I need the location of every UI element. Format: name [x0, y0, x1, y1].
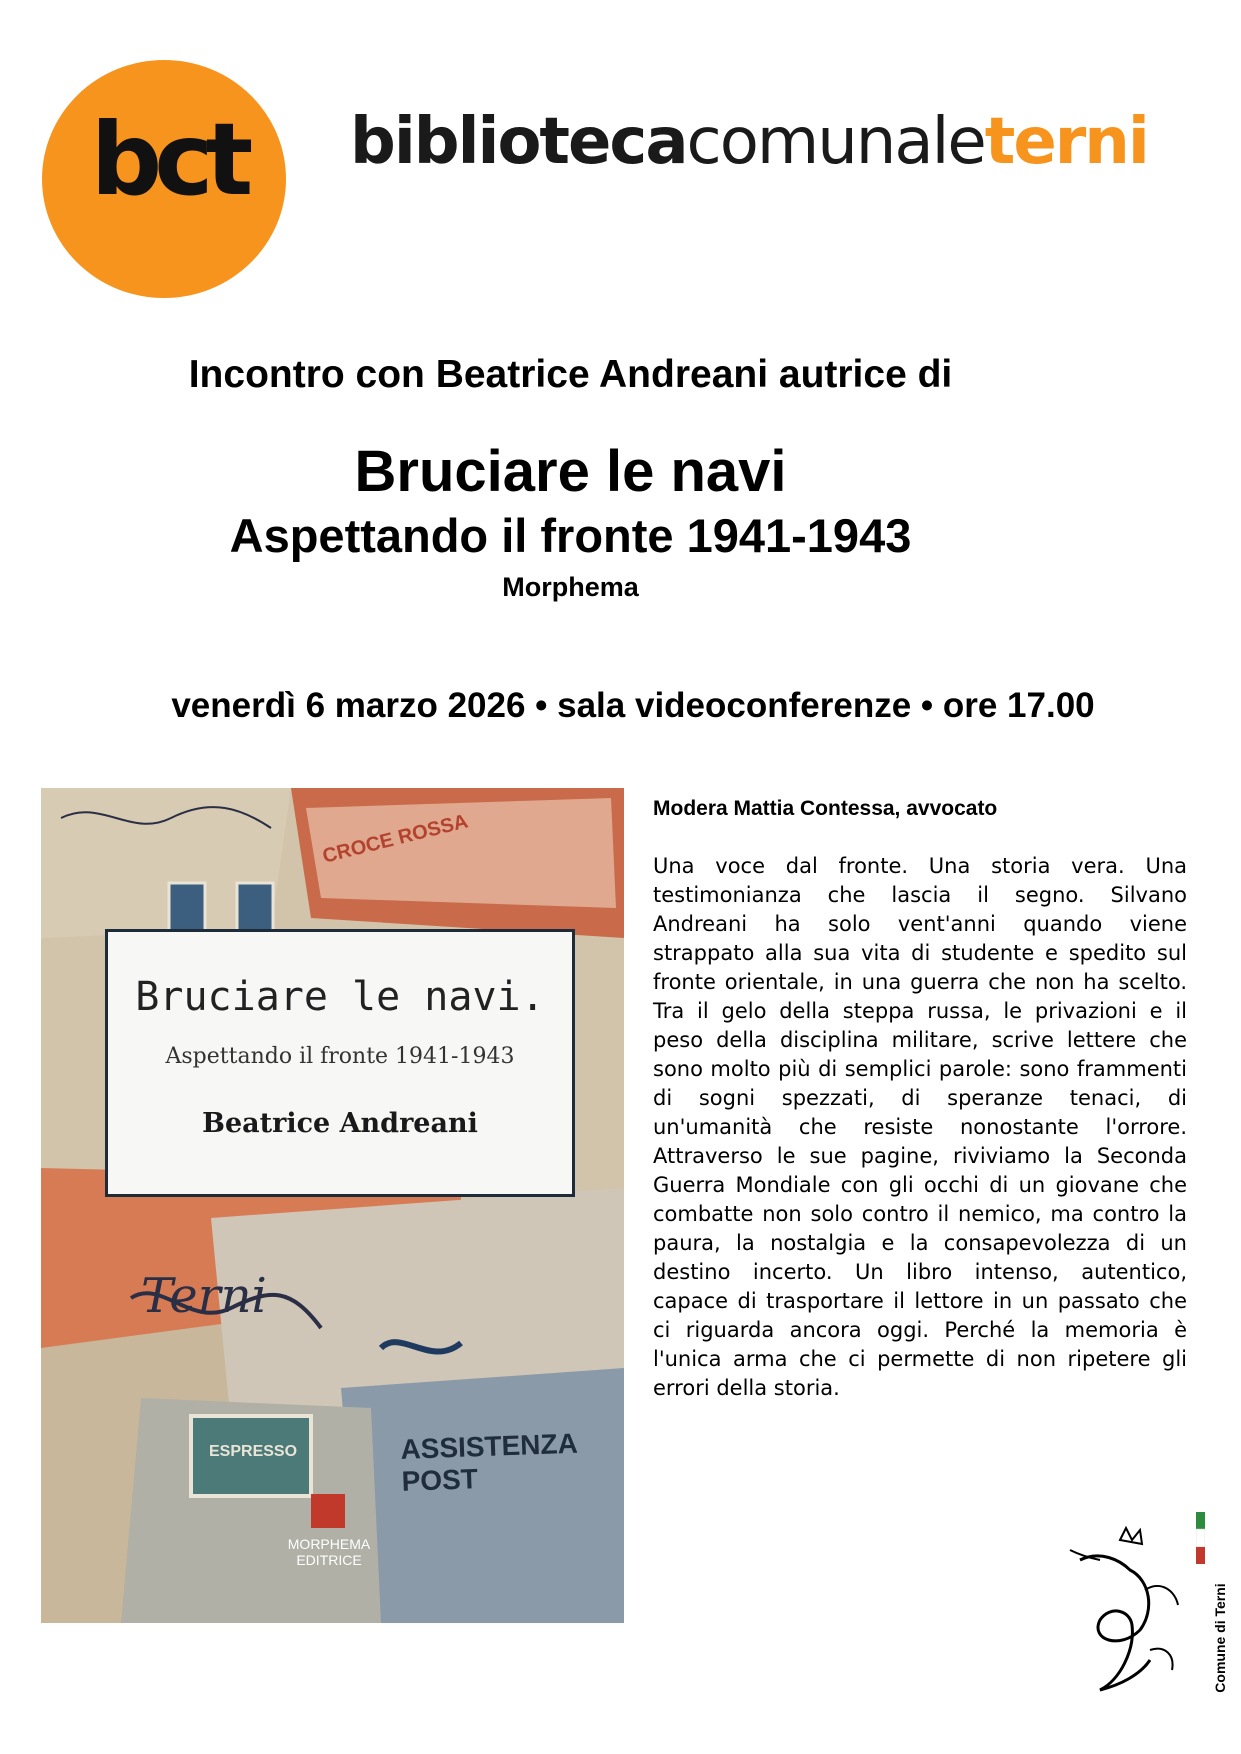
cover-publisher [271, 1536, 387, 1568]
book-description: Una voce dal fronte. Una storia vera. Una testimonianza che lascia il segno. Silvano Andreani ha solo vent'anni quando viene strappato alla sua vita di studente e spedito sul fronte orientale, in una guerra che non ha scelto. Tra il gelo della steppa russa, le privazioni e il peso della disciplina militare, scrive lettere che sono molto più di semplici parole: sono frammenti di sogni spezzati, di speranze tenaci, di un'umanità che resiste nonostante l'orrore. Attraverso le sue pagine, riviviamo la Seconda Guerra Mondiale con gli occhi di un giovane che combatte non solo contro il nemico, ma contro la paura, la nostalgia e la consapevolezza di un destino incerto. Un libro intenso, autentico, capace di trasportare il lettore in un passato che ci riguarda ancora oggi. Perché la memoria è l'unica arma che ci permette di non ripetere gli errori della storia. [653, 854, 1187, 1400]
comune-di-terni-label: Comune di Terni [1212, 1583, 1228, 1693]
stamp-croce-rossa: CROCE ROSSA [320, 810, 471, 868]
cover-title: Bruciare le navi. [135, 974, 545, 1020]
wordmark-terni: terni [984, 105, 1148, 179]
publisher: Morphema [502, 572, 639, 602]
moderator-line: Modera Mattia Contessa, avvocato [653, 797, 998, 820]
book-cover [41, 788, 624, 1623]
italian-flag-bar-icon [1196, 1512, 1205, 1564]
event-date-place-time: venerdì 6 marzo 2026 • sala videoconferenze • ore 17.00 [171, 686, 1095, 725]
library-wordmark [350, 105, 1148, 179]
handwriting-terni: Terni [141, 1268, 267, 1324]
wordmark-comunale: comunale [686, 105, 985, 179]
stamp-assistenza: ASSISTENZA POST [399, 1427, 578, 1497]
book-subtitle: Aspettando il fronte 1941-1943 [229, 509, 912, 562]
cover-subtitle: Aspettando il fronte 1941-1943 [165, 1044, 515, 1069]
morphema-logo-icon [311, 1494, 345, 1528]
cover-publisher-line2: EDITRICE [296, 1552, 362, 1568]
terni-coat-of-arms-icon [1060, 1510, 1190, 1710]
cover-publisher-line1: MORPHEMA [287, 1536, 371, 1552]
cover-author: Beatrice Andreani [202, 1108, 478, 1139]
bct-logo-text: bct [90, 101, 246, 218]
book-title: Bruciare le navi [354, 439, 787, 504]
stamp-espresso: ESPRESSO [209, 1443, 298, 1460]
wordmark-biblioteca: biblioteca [350, 105, 687, 179]
event-intro: Incontro con Beatrice Andreani autrice di [188, 353, 953, 396]
